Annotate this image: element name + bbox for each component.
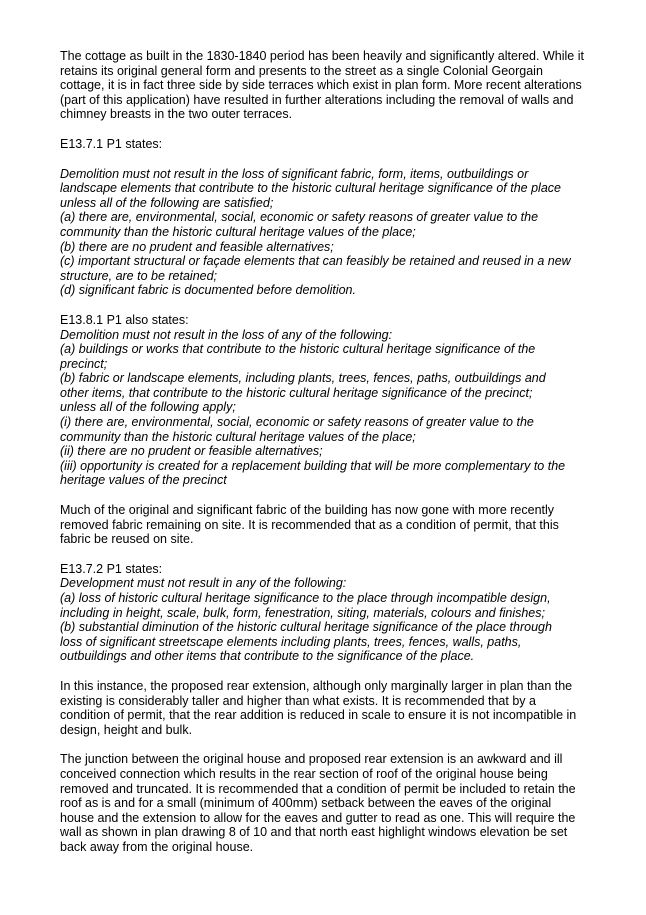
paragraph [60, 137, 630, 152]
body-text-line: retains its original general form and presents to the street as a single Colonial Georgain [60, 63, 543, 78]
body-text-line: In this instance, the proposed rear extension, although only marginally larger in plan than the [60, 678, 573, 693]
quoted-clause-line: community than the historic cultural heritage values of the place; [60, 429, 416, 444]
body-text-line: Much of the original and significant fabric of the building has now gone with more recently [60, 503, 555, 518]
body-text-line: removed and truncated. It is recommended that a condition of permit be included to retain the [60, 781, 576, 796]
body-text-line: fabric be reused on site. [60, 532, 194, 547]
body-text-line: existing is considerably taller and higher than what exists. It is recommended that by a [60, 693, 536, 708]
quoted-clause-line: (i) there are, environmental, social, economic or safety reasons of greater value to the [60, 415, 534, 430]
paragraph [60, 49, 630, 122]
quoted-clause-line: structure, are to be retained; [60, 268, 218, 283]
quoted-clause-line: precinct; [60, 356, 108, 371]
body-text-line: condition of permit, that the rear addition is reduced in scale to ensure it is not incompatible in [60, 708, 577, 723]
quoted-clause-line: (a) loss of historic cultural heritage significance to the place through incompatible design, [60, 591, 551, 605]
quoted-clause-line: Demolition must not result in the loss of significant fabric, form, items, outbuildings or [60, 166, 529, 181]
quoted-clause-line: unless all of the following apply; [60, 400, 236, 415]
quoted-clause-line: heritage values of the precinct [60, 473, 227, 488]
quoted-clause-line: other items, that contribute to the historic cultural heritage significance of the precinct; [60, 385, 533, 400]
body-text-line: The cottage as built in the 1830-1840 period has been heavily and significantly altered. While it [60, 49, 584, 63]
paragraph [60, 313, 630, 488]
paragraph [60, 167, 630, 298]
quoted-clause-line: outbuildings and other items that contribute to the significance of the place. [60, 649, 475, 664]
quoted-clause-line: unless all of the following are satisfied; [60, 195, 274, 210]
quoted-clause-line: community than the historic cultural heritage values of the place; [60, 224, 416, 239]
body-text-line: wall as shown in plan drawing 8 of 10 and that north east highlight windows elevation be set [60, 825, 568, 840]
quoted-clause-line: (c) important structural or façade elements that can feasibly be retained and reused in a new [60, 254, 571, 269]
paragraph [60, 562, 630, 664]
body-text-line: back away from the original house. [60, 839, 254, 854]
paragraph [60, 503, 630, 547]
quoted-clause-line: (ii) there are no prudent or feasible alternatives; [60, 444, 323, 459]
quoted-clause-line: (b) substantial diminution of the historic cultural heritage significance of the place through [60, 620, 552, 635]
body-text-line: chimney breasts in the two outer terraces. [60, 107, 293, 122]
quoted-clause-line: landscape elements that contribute to the historic cultural heritage significance of the place [60, 181, 561, 196]
quoted-clause-line: (iii) opportunity is created for a replacement building that will be more complementary to the [60, 458, 566, 473]
section-heading: E13.8.1 P1 also states: [60, 312, 189, 327]
body-text-line: The junction between the original house and proposed rear extension is an awkward and ill [60, 752, 563, 767]
document-page [60, 49, 630, 870]
quoted-clause-line: (a) there are, environmental, social, economic or safety reasons of greater value to the [60, 210, 539, 225]
body-text-line: house and the extension to allow for the eaves and gutter to read as one. This will require the [60, 810, 576, 825]
quoted-clause-line: (b) fabric or landscape elements, including plants, trees, fences, paths, outbuildings and [60, 371, 546, 386]
quoted-clause-line: loss of significant streetscape elements including plants, trees, fences, walls, paths, [60, 634, 522, 649]
body-text-line: removed fabric remaining on site. It is recommended that as a condition of permit, that this [60, 517, 559, 532]
quoted-clause-line: (a) buildings or works that contribute to the historic cultural heritage significance of the [60, 342, 536, 357]
body-text-line: design, height and bulk. [60, 722, 193, 737]
body-text-line: (part of this application) have resulted in further alterations including the removal of walls and [60, 92, 574, 107]
quoted-clause-line: including in height, scale, bulk, form, fenestration, siting, materials, colours and finishes; [60, 605, 545, 620]
body-text-line: E13.7.1 P1 states: [60, 136, 163, 151]
body-text-line: cottage, it is in fact three side by side terraces which exist in plan form. More recent alterations [60, 78, 582, 93]
quoted-clause-line: (b) there are no prudent and feasible alternatives; [60, 239, 334, 254]
body-text-line: roof as is and for a small (minimum of 400mm) setback between the eaves of the original [60, 796, 552, 811]
paragraph [60, 752, 630, 854]
quoted-clause-line: (d) significant fabric is documented before demolition. [60, 283, 356, 298]
quoted-clause-line: Demolition must not result in the loss of any of the following: [60, 327, 393, 342]
body-text-line: conceived connection which results in the rear section of roof of the original house being [60, 766, 548, 781]
quoted-clause-line: Development must not result in any of the following: [60, 576, 347, 591]
paragraph [60, 679, 630, 737]
section-heading: E13.7.2 P1 states: [60, 561, 163, 576]
